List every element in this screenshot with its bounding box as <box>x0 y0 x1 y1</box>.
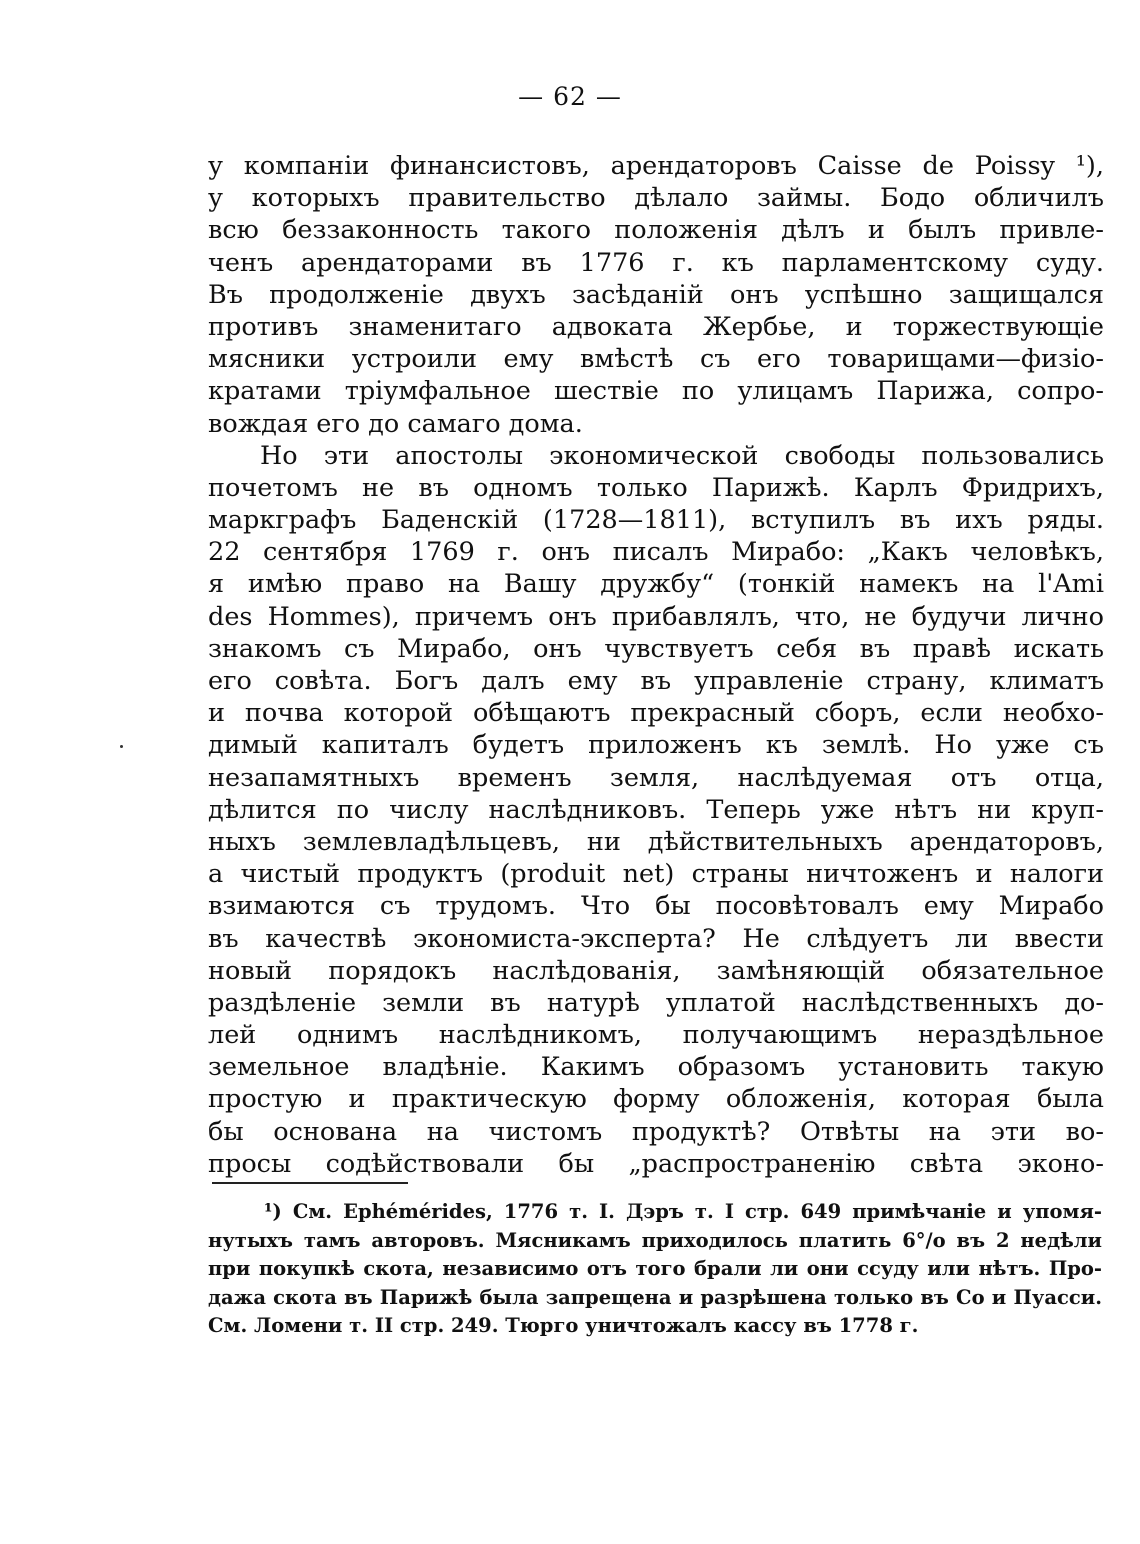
text-line: я имѣю право на Вашу дружбу“ (тонкій намекъ на l'Ami <box>208 569 1104 600</box>
text-line: димый капиталъ будетъ приложенъ къ землѣ. Но уже съ <box>208 730 1104 761</box>
text-line: а чистый продуктъ (produit net) страны ничтоженъ и налоги <box>208 859 1104 890</box>
text-line: 22 сентября 1769 г. онъ писалъ Мирабо: „Какъ человѣкъ, <box>208 537 1104 568</box>
text-line: мясники устроили ему вмѣстѣ съ его товарищами—физіо- <box>208 344 1104 375</box>
text-line: и почва которой обѣщаютъ прекрасный сборъ, если необхо- <box>208 698 1104 729</box>
text-line: почетомъ не въ одномъ только Парижѣ. Карлъ Фридрихъ, <box>208 472 1104 503</box>
text-line: ныхъ землевладѣльцевъ, ни дѣйствительныхъ арендаторовъ, <box>208 826 1104 857</box>
text-line: незапамятныхъ временъ земля, наслѣдуемая отъ отца, <box>208 762 1104 793</box>
text-line: взимаются съ трудомъ. Что бы посовѣтовалъ ему Мирабо <box>208 891 1104 922</box>
footnote-line: См. Ломени т. II стр. 249. Тюрго уничтожалъ кассу въ 1778 г. <box>208 1314 919 1338</box>
footnote <box>208 1198 1102 1341</box>
text-line: простую и практическую форму обложенія, которая была <box>208 1084 1104 1115</box>
page-number: — 62 — <box>518 82 622 111</box>
text-line: ченъ арендаторами въ 1776 г. къ парламентскому суду. <box>208 247 1104 278</box>
scan-speck <box>120 745 123 748</box>
text-line: у компаніи финансистовъ, арендаторовъ Caisse de Poissy ¹), <box>208 151 1104 181</box>
text-line: маркграфъ Баденскій (1728—1811), вступилъ въ ихъ ряды. <box>208 505 1104 536</box>
text-line: просы содѣйствовали бы „распространенію свѣта эконо- <box>208 1148 1104 1179</box>
text-line: земельное владѣніе. Какимъ образомъ установить такую <box>208 1052 1104 1083</box>
text-line: бы основана на чистомъ продуктѣ? Отвѣты на эти во- <box>208 1116 1104 1147</box>
footnote-line: при покупкѣ скота, независимо отъ того брали ли они ссуду или нѣтъ. Про- <box>208 1257 1102 1281</box>
text-line: Въ продолженіе двухъ засѣданій онъ успѣшно защищался <box>208 279 1104 310</box>
text-line: дѣлится по числу наслѣдниковъ. Теперь уже нѣтъ ни круп- <box>208 794 1104 825</box>
main-text <box>208 150 1104 1180</box>
text-line: всю беззаконность такого положенія дѣлъ и былъ привле- <box>208 215 1104 246</box>
footnote-line: дажа скота въ Парижѣ была запрещена и разрѣшена только въ Со и Пуасси. <box>208 1285 1102 1309</box>
paragraph-end-line: вождая его до самаго дома. <box>208 408 583 439</box>
text-line: лей однимъ наслѣдникомъ, получающимъ нераздѣльное <box>208 1020 1104 1051</box>
text-line: его совѣта. Богъ далъ ему въ управленіе страну, климатъ <box>208 666 1104 696</box>
text-line: знакомъ съ Мирабо, онъ чувствуетъ себя въ правѣ искать <box>208 633 1104 664</box>
text-line: новый порядокъ наслѣдованія, замѣняющій обязательное <box>208 955 1104 986</box>
text-line: des Hommes), причемъ онъ прибавлялъ, что, не будучи лично <box>208 601 1104 632</box>
paragraph-start-line: Но эти апостолы экономической свободы пользовались <box>260 440 1104 471</box>
footnote-separator <box>212 1182 408 1184</box>
text-line: противъ знаменитаго адвоката Жербье, и торжествующіе <box>208 311 1104 342</box>
text-line: въ качествѣ экономиста-эксперта? Не слѣдуетъ ли ввести <box>208 923 1104 954</box>
text-line: кратами тріумфальное шествіе по улицамъ Парижа, сопро- <box>208 376 1104 407</box>
text-line: у которыхъ правительство дѣлало займы. Бодо обличилъ <box>208 183 1104 214</box>
text-line: раздѣленіе земли въ натурѣ уплатой наслѣдственныхъ до- <box>208 987 1104 1018</box>
footnote-line: ¹) См. Ephémérides, 1776 т. I. Дэръ т. I стр. 649 примѣчаніе и упомя- <box>264 1200 1102 1223</box>
footnote-line: нутыхъ тамъ авторовъ. Мясникамъ приходилось платить 6°/о въ 2 недѣли <box>208 1228 1102 1252</box>
